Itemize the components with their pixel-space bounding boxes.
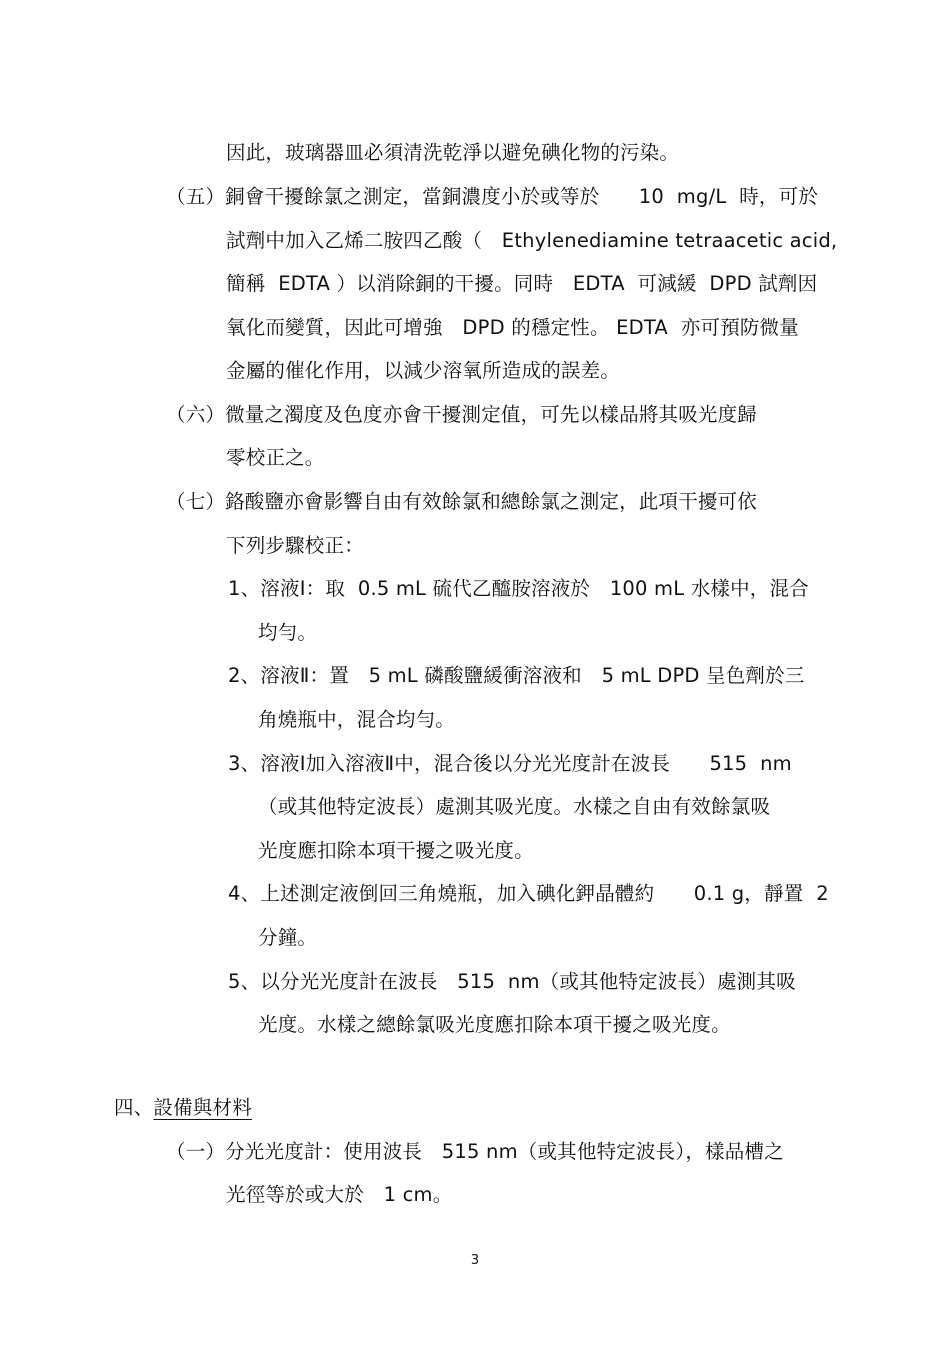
item-5-line-1: （五）銅會干擾餘氯之測定，當銅濃度小於或等於 10 mg/L 時，可於 bbox=[166, 185, 819, 208]
step-1-line-1: 1、溶液Ⅰ：取 0.5 mL 硫代乙醯胺溶液於 100 mL 水樣中，混合 bbox=[228, 577, 809, 600]
item-6-line-1: （六）微量之濁度及色度亦會干擾測定值，可先以樣品將其吸光度歸 bbox=[166, 403, 758, 426]
page-number: 3 bbox=[470, 1253, 480, 1268]
item-6-line-2: 零校正之。 bbox=[226, 446, 325, 469]
section-4-item-1-line-1: （一）分光光度計：使用波長 515 nm（或其他特定波長），樣品槽之 bbox=[166, 1140, 784, 1163]
section-4-item-1-line-2: 光徑等於或大於 1 cm。 bbox=[226, 1183, 453, 1206]
item-5-line-3: 簡稱 EDTA ）以消除銅的干擾。同時 EDTA 可減緩 DPD 試劑因 bbox=[226, 272, 818, 295]
item-5-line-5: 金屬的催化作用，以減少溶氧所造成的誤差。 bbox=[226, 359, 621, 382]
item-7-line-2: 下列步驟校正： bbox=[226, 534, 364, 557]
section-4-heading bbox=[114, 1095, 252, 1121]
step-5-line-2: 光度。水樣之總餘氯吸光度應扣除本項干擾之吸光度。 bbox=[258, 1013, 731, 1036]
item-5-line-2: 試劑中加入乙烯二胺四乙酸（ Ethylenediamine tetraacetic acid, bbox=[226, 229, 838, 252]
section-4-title: 設備與材料 bbox=[153, 1096, 252, 1119]
section-4-number: 四、 bbox=[114, 1096, 154, 1119]
step-2-line-2: 角燒瓶中，混合均勻。 bbox=[258, 708, 456, 731]
step-5-line-1: 5、以分光光度計在波長 515 nm（或其他特定波長）處測其吸 bbox=[228, 970, 796, 993]
step-3-line-2: （或其他特定波長）處測其吸光度。水樣之自由有效餘氯吸 bbox=[258, 795, 771, 818]
step-3-line-3: 光度應扣除本項干擾之吸光度。 bbox=[258, 839, 534, 862]
item-5-line-4: 氧化而變質，因此可增強 DPD 的穩定性。 EDTA 亦可預防微量 bbox=[226, 316, 799, 339]
step-4-line-2: 分鐘。 bbox=[258, 926, 318, 949]
step-2-line-1: 2、溶液Ⅱ：置 5 mL 磷酸鹽緩衝溶液和 5 mL DPD 呈色劑於三 bbox=[228, 664, 805, 687]
intro-paragraph-line: 因此，玻璃器皿必須清洗乾淨以避免碘化物的污染。 bbox=[226, 141, 680, 164]
step-4-line-1: 4、上述測定液倒回三角燒瓶，加入碘化鉀晶體約 0.1 g，靜置 2 bbox=[228, 882, 829, 905]
item-7-line-1: （七）鉻酸鹽亦會影響自由有效餘氯和總餘氯之測定，此項干擾可依 bbox=[166, 490, 758, 513]
step-3-line-1: 3、溶液Ⅰ加入溶液Ⅱ中，混合後以分光光度計在波長 515 nm bbox=[228, 752, 792, 775]
step-1-line-2: 均勻。 bbox=[258, 621, 318, 644]
